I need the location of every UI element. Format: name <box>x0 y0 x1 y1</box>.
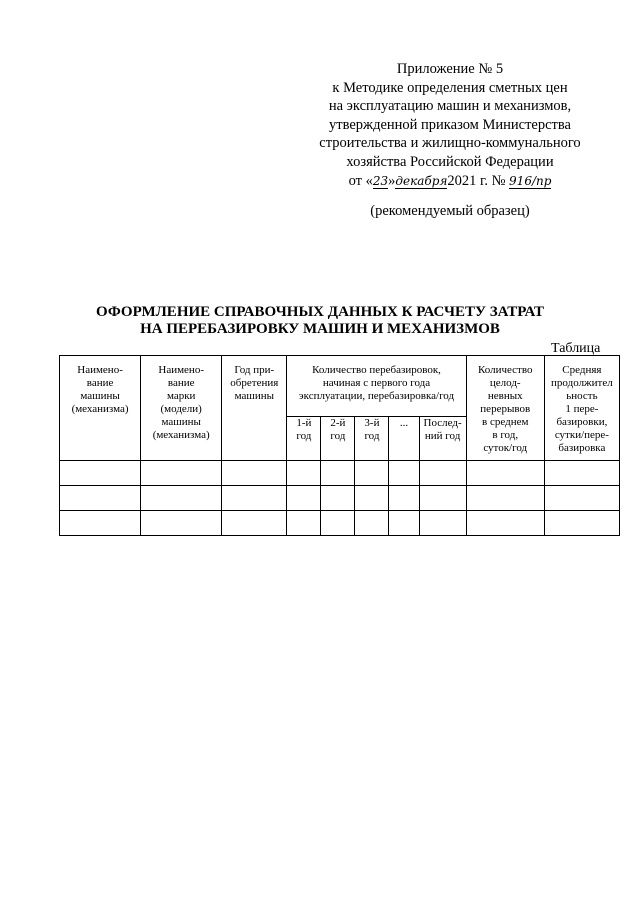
table-row <box>60 461 620 486</box>
appendix-line: утвержденной приказом Министерства <box>329 116 571 133</box>
table-row <box>60 486 620 511</box>
table-row <box>60 511 620 536</box>
table-cell <box>544 461 619 486</box>
header-year-2: 2-й год <box>321 417 355 461</box>
table-label: Таблица <box>551 341 601 356</box>
table-cell <box>141 461 222 486</box>
table-cell <box>60 511 141 536</box>
title-line: НА ПЕРЕБАЗИРОВКУ МАШИН И МЕХАНИЗМОВ <box>140 321 500 337</box>
header-average-duration: Средняя продолжител ьность 1 пере- базировки, сутки/пере- базировка <box>544 356 619 461</box>
table-cell <box>287 486 321 511</box>
header-year-ellipsis: ... <box>389 417 419 461</box>
table-cell <box>419 486 466 511</box>
table-cell <box>222 511 287 536</box>
table-cell <box>321 486 355 511</box>
table-cell <box>60 486 141 511</box>
document-title <box>60 304 580 338</box>
handwritten-order-number: 916/пр <box>509 173 552 188</box>
table-cell <box>355 461 389 486</box>
date-prefix: от « <box>348 172 373 189</box>
header-year-3: 3-й год <box>355 417 389 461</box>
appendix-header <box>290 60 610 221</box>
table-cell <box>287 511 321 536</box>
table-cell <box>544 511 619 536</box>
date-mid: » <box>388 172 396 189</box>
table-cell <box>355 486 389 511</box>
table-cell <box>222 461 287 486</box>
header-row <box>60 356 620 417</box>
appendix-line: строительства и жилищно-коммунального <box>319 135 581 152</box>
handwritten-month: декабря <box>395 173 448 188</box>
header-machine-name: Наимено- вание машины (механизма) <box>60 356 141 461</box>
appendix-line: на эксплуатацию машин и механизмов, <box>328 98 572 115</box>
header-relocation-count: Количество перебазировок, начиная с первого года эксплуатации, перебазировка/год <box>287 356 466 417</box>
table-cell <box>141 511 222 536</box>
table-cell <box>419 511 466 536</box>
table-cell <box>321 461 355 486</box>
header-whole-day-breaks: Количество целод- невных перерывов в среднем в год, суток/год <box>466 356 544 461</box>
table-cell <box>222 486 287 511</box>
header-brand-name: Наимено- вание марки (модели) машины (механизма) <box>141 356 222 461</box>
table-cell <box>419 461 466 486</box>
table-cell <box>389 486 419 511</box>
table-cell <box>321 511 355 536</box>
appendix-line: к Методике определения сметных цен <box>332 79 568 96</box>
table-cell <box>141 486 222 511</box>
table-cell <box>60 461 141 486</box>
handwritten-day: 23 <box>372 173 389 188</box>
table-cell <box>544 486 619 511</box>
appendix-line: Приложение № 5 <box>396 61 504 77</box>
sample-note: (рекомендуемый образец) <box>370 203 530 220</box>
header-year-1: 1-й год <box>287 417 321 461</box>
order-date-line <box>290 172 610 191</box>
header-acquisition-year: Год при- обретения машины <box>222 356 287 461</box>
table-cell <box>287 461 321 486</box>
title-line: ОФОРМЛЕНИЕ СПРАВОЧНЫХ ДАННЫХ К РАСЧЕТУ ЗАТРАТ <box>96 304 544 320</box>
header-year-last: Послед- ний год <box>419 417 466 461</box>
table-cell <box>389 461 419 486</box>
table-cell <box>466 486 544 511</box>
appendix-line: хозяйства Российской Федерации <box>346 153 554 170</box>
table-cell <box>466 511 544 536</box>
table-cell <box>466 461 544 486</box>
number-prefix: г. № <box>480 172 506 189</box>
date-year: 2021 <box>447 172 477 189</box>
table-cell <box>355 511 389 536</box>
reference-data-table <box>59 355 620 536</box>
table-cell <box>389 511 419 536</box>
